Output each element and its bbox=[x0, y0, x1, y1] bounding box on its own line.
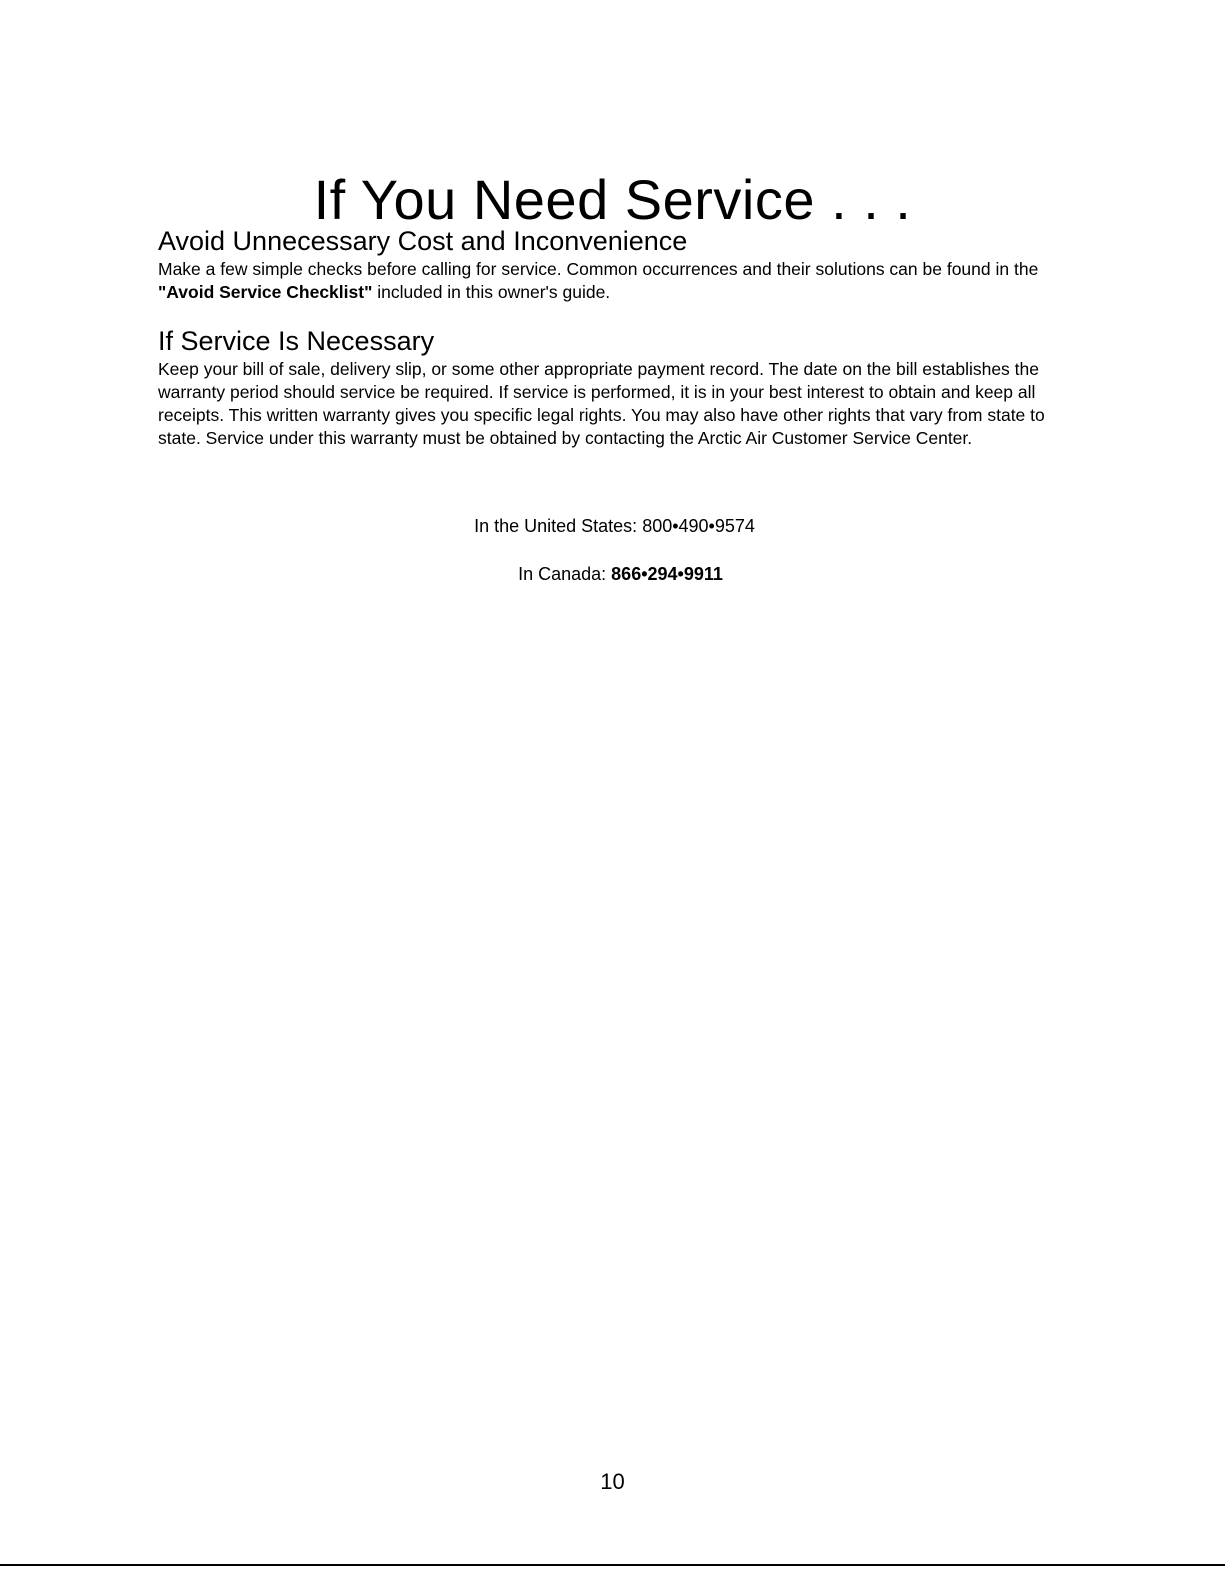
section-service-necessary bbox=[158, 325, 1058, 450]
section-heading-service-necessary: If Service Is Necessary bbox=[158, 326, 435, 356]
contact-canada-number: 866•294•9911 bbox=[611, 564, 723, 584]
contact-us-label: In the United States: bbox=[474, 516, 643, 536]
section-text-service-necessary: Keep your bill of sale, delivery slip, or some other appropriate payment record. The date on the bill establishes the warranty period should service be required. If service is performed, it is in your best interest to obtain and keep all receipts. This written warranty gives you specific legal rights. You may also have other rights that vary from state to state. Service under this warranty must be obtained by contacting the Arctic Air Customer Service Center. bbox=[158, 359, 1045, 448]
avoid-text-before: Make a few simple checks before calling for service. Common occurrences and their solutions can be found in the bbox=[158, 259, 1039, 279]
page-title: If You Need Service . . . bbox=[313, 168, 912, 231]
bottom-rule bbox=[0, 1564, 1225, 1566]
section-heading-avoid-cost: Avoid Unnecessary Cost and Inconvenience bbox=[158, 226, 688, 256]
contact-us bbox=[0, 514, 1225, 538]
section-avoid-cost bbox=[158, 225, 1058, 304]
avoid-checklist-reference: "Avoid Service Checklist" bbox=[158, 282, 373, 302]
contact-canada bbox=[0, 562, 1225, 586]
page-number: 10 bbox=[600, 1469, 625, 1494]
contact-canada-label: In Canada: bbox=[518, 564, 612, 584]
avoid-text-after: included in this owner's guide. bbox=[372, 282, 611, 302]
contact-us-number: 800•490•9574 bbox=[642, 516, 755, 536]
section-text-avoid-cost bbox=[158, 258, 1058, 304]
